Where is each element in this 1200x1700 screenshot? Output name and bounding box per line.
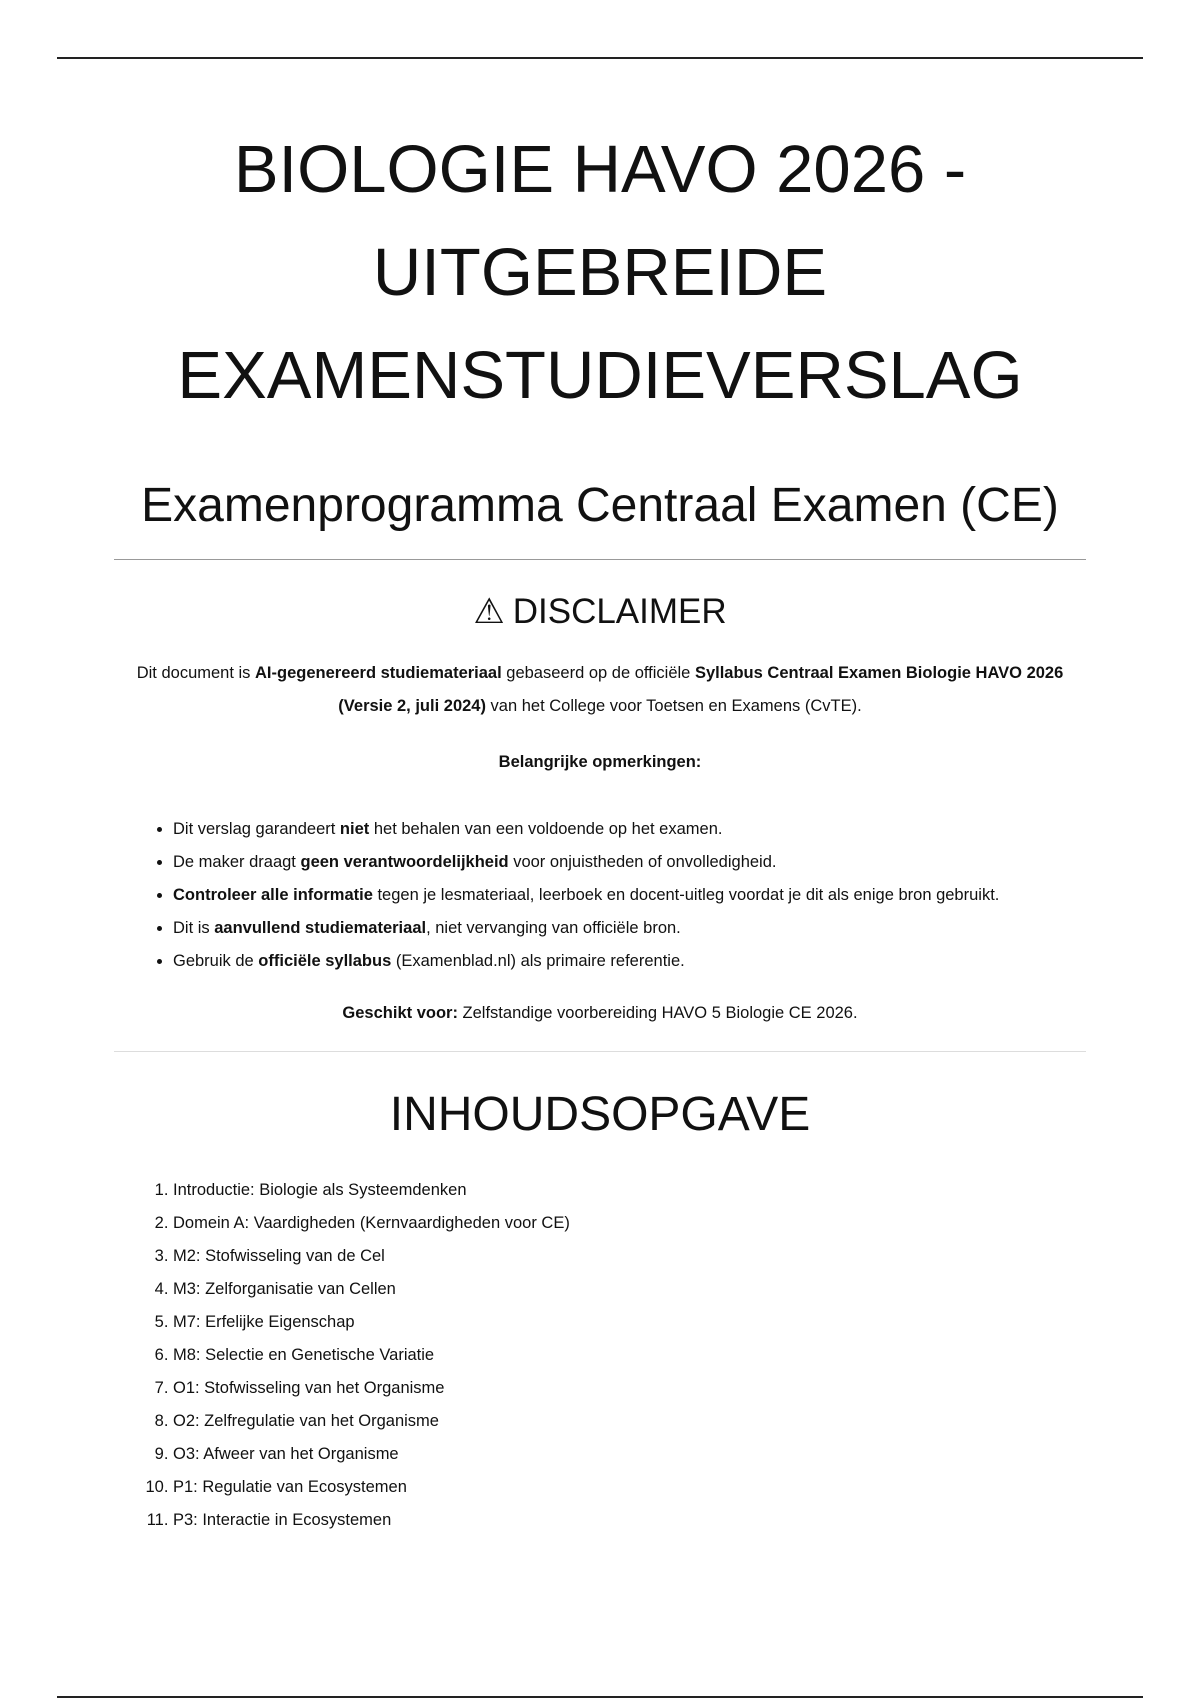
bold-text: aanvullend studiemateriaal [214,919,427,937]
text-run: Dit is [173,919,215,937]
toc-item: 8. O2: Zelfregulatie van het Organisme [173,1405,1086,1438]
text-run: van het College voor Toetsen en Examens (CvTE). [485,697,862,715]
document-content [114,118,1086,1537]
page-bottom-rule [57,1696,1143,1698]
list-item [173,912,1086,945]
text-run: voor onjuistheden of onvolledigheid. [508,853,777,871]
document-title: BIOLOGIE HAVO 2026 - UITGEBREIDE EXAMENSTUDIEVERSLAG [177,132,1023,413]
list-item [173,813,1086,846]
text-run: gebaseerd op de officiële [501,664,695,682]
bold-text: AI-gegenereerd studiemateriaal [255,664,502,682]
toc-list [114,1174,1086,1537]
bold-text: Syllabus Centraal Examen Biologie HAVO 2026 (Versie 2, juli 2024) [338,664,1064,715]
suitable-text: Zelfstandige voorbereiding HAVO 5 Biologie CE 2026. [457,1004,858,1022]
text-run: het behalen van een voldoende op het examen. [369,820,723,838]
text-run: (Examenblad.nl) als primaire referentie. [391,952,685,970]
toc-item: 4. M3: Zelforganisatie van Cellen [173,1273,1086,1306]
toc-item: 7. O1: Stofwisseling van het Organisme [173,1372,1086,1405]
list-item [173,879,1086,912]
list-item [173,846,1086,879]
text-run: Dit document is [136,664,256,682]
remarks-heading [114,746,1086,779]
list-item [173,945,1086,978]
remarks-heading-text: Belangrijke opmerkingen: [498,753,702,771]
page-top-rule [57,57,1143,59]
suitable-label: Geschikt voor: [342,1004,458,1022]
divider-light [114,1051,1086,1052]
divider [114,559,1086,560]
toc-item: 6. M8: Selectie en Genetische Variatie [173,1339,1086,1372]
remarks-list [114,813,1086,978]
disclaimer-intro [114,657,1086,723]
suitable-for [114,997,1086,1030]
toc-item: 5. M7: Erfelijke Eigenschap [173,1306,1086,1339]
bold-text: Controleer alle informatie [173,886,373,904]
bold-text: niet [339,820,370,838]
text-run: De maker draagt [173,853,301,871]
toc-item: 11. P3: Interactie in Ecosystemen [173,1504,1086,1537]
text-run: Dit verslag garandeert [173,820,340,838]
toc-item: 9. O3: Afweer van het Organisme [173,1438,1086,1471]
toc-item: 10. P1: Regulatie van Ecosystemen [173,1471,1086,1504]
bold-text: officiële syllabus [258,952,392,970]
text-run: , niet vervanging van officiële bron. [426,919,681,937]
toc-heading: INHOUDSOPGAVE [389,1088,811,1141]
bold-text: geen verantwoordelijkheid [300,853,509,871]
toc-item: 1. Introductie: Biologie als Systeemdenken [173,1174,1086,1207]
warning-icon: ⚠ [473,592,505,631]
disclaimer-heading [114,590,1086,634]
document-subtitle: Examenprogramma Centraal Examen (CE) [141,479,1059,532]
disclaimer-heading-text: DISCLAIMER [512,592,727,631]
toc-item: 3. M2: Stofwisseling van de Cel [173,1240,1086,1273]
text-run: Gebruik de [173,952,259,970]
text-run: tegen je lesmateriaal, leerboek en docent-uitleg voordat je dit als enige bron gebruikt. [372,886,1000,904]
toc-item: 2. Domein A: Vaardigheden (Kernvaardigheden voor CE) [173,1207,1086,1240]
